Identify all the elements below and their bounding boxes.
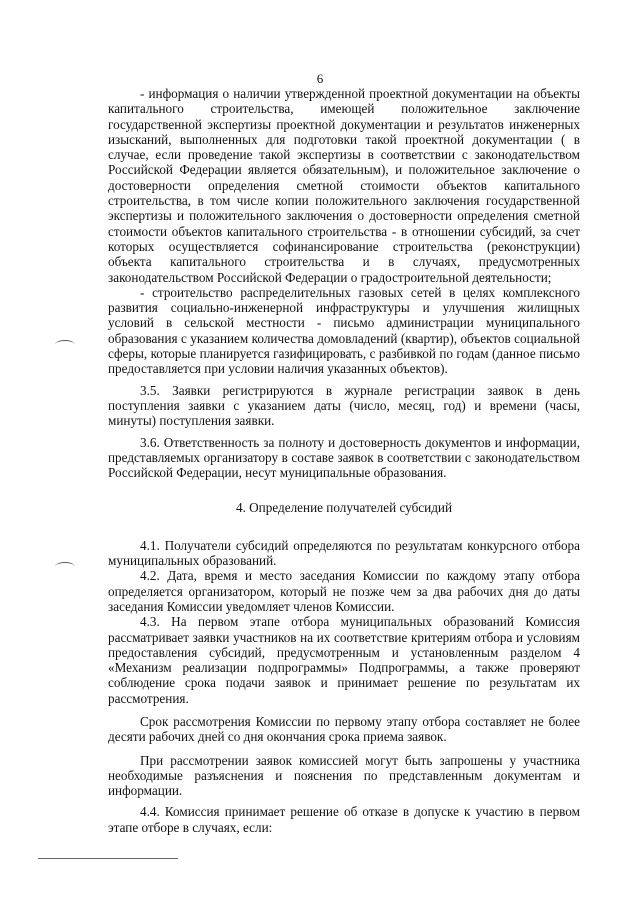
paragraph: 4.2. Дата, время и место заседания Комиссии по каждому этапу отбора определяется организатором, который не позже чем за два рабочих дня до даты заседания Комиссии уведомляет членов Комиссии.	[108, 568, 580, 614]
margin-mark	[55, 562, 75, 571]
paragraph: - строительство распределительных газовых сетей в целях комплексного развития социально-инженерной инфраструктуры и улучшения жилищных условий в сельской местности - письмо администрации муниципального образования с указанием количества домовладений (квартир), объектов социальной сферы, которые планируется газифицировать, с разбивкой по годам (данное письмо предоставляется при условии наличия указанных объектов).	[108, 284, 580, 377]
paragraph: 4.1. Получатели субсидий определяются по результатам конкурсного отбора муниципальных образований.	[108, 537, 580, 569]
paragraph: 4.4. Комиссия принимает решение об отказе в допуске к участию в первом этапе отборе в случаях, если:	[108, 804, 580, 835]
paragraph: 4.3. На первом этапе отбора муниципальных образований Комиссия рассматривает заявки участников на их соответствие критериям отбора и условиям предоставления субсидий, предусмотренным и установленным разделом 4 «Механизм реализации подпрограммы» Подпрограммы, а также проверяют соблюдение срока подачи заявок и принимает решение по результатам их рассмотрения.	[108, 614, 580, 706]
paragraph: - информация о наличии утвержденной проектной документации на объекты капитального строительства, имеющей положительное заключение государственной экспертизы проектной документации и результатов инженерных изысканий, выполненных для подготовки такой проектной документации ( в случае, если проведение такой экспертизы в соответствии с законодательством Российской Федерации является обязательным), и положительное заключение о достоверности определения сметной стоимости объектов капитального строительства, в том числе копии положительного заключения государственной экспертизы и положительного заключения о достоверности определения сметной стоимости объектов капитального строительства - в отношении субсидий, за счет которых осуществляется софинансирование строительства (реконструкции) объекта капитального строительства и в случаях, предусмотренных законодательством Российской Федерации о градостроительной деятельности;	[108, 86, 580, 285]
section-heading: 4. Определение получателей субсидий	[235, 500, 453, 516]
document-body	[108, 86, 580, 835]
paragraph: 3.5. Заявки регистрируются в журнале регистрации заявок в день поступления заявки с указанием даты (число, месяц, год) и времени (часы, минуты) поступления заявки.	[108, 382, 580, 429]
paragraph: При рассмотрении заявок комиссией могут быть запрошены у участника необходимые разъяснения и пояснения по представленным документам и информации.	[108, 752, 580, 799]
paragraph: 3.6. Ответственность за полноту и достоверность документов и информации, представляемых организатору в составе заявок в соответствии с законодательством Российской Федерации, несут муниципальные образования.	[108, 434, 580, 481]
paragraph: Срок рассмотрения Комиссии по первому этапу отбора составляет не более десяти рабочих дней со дня окончания срока приема заявок.	[108, 713, 580, 745]
margin-mark	[55, 340, 75, 349]
page-number: 6	[316, 71, 324, 86]
footer-rule	[38, 858, 178, 859]
